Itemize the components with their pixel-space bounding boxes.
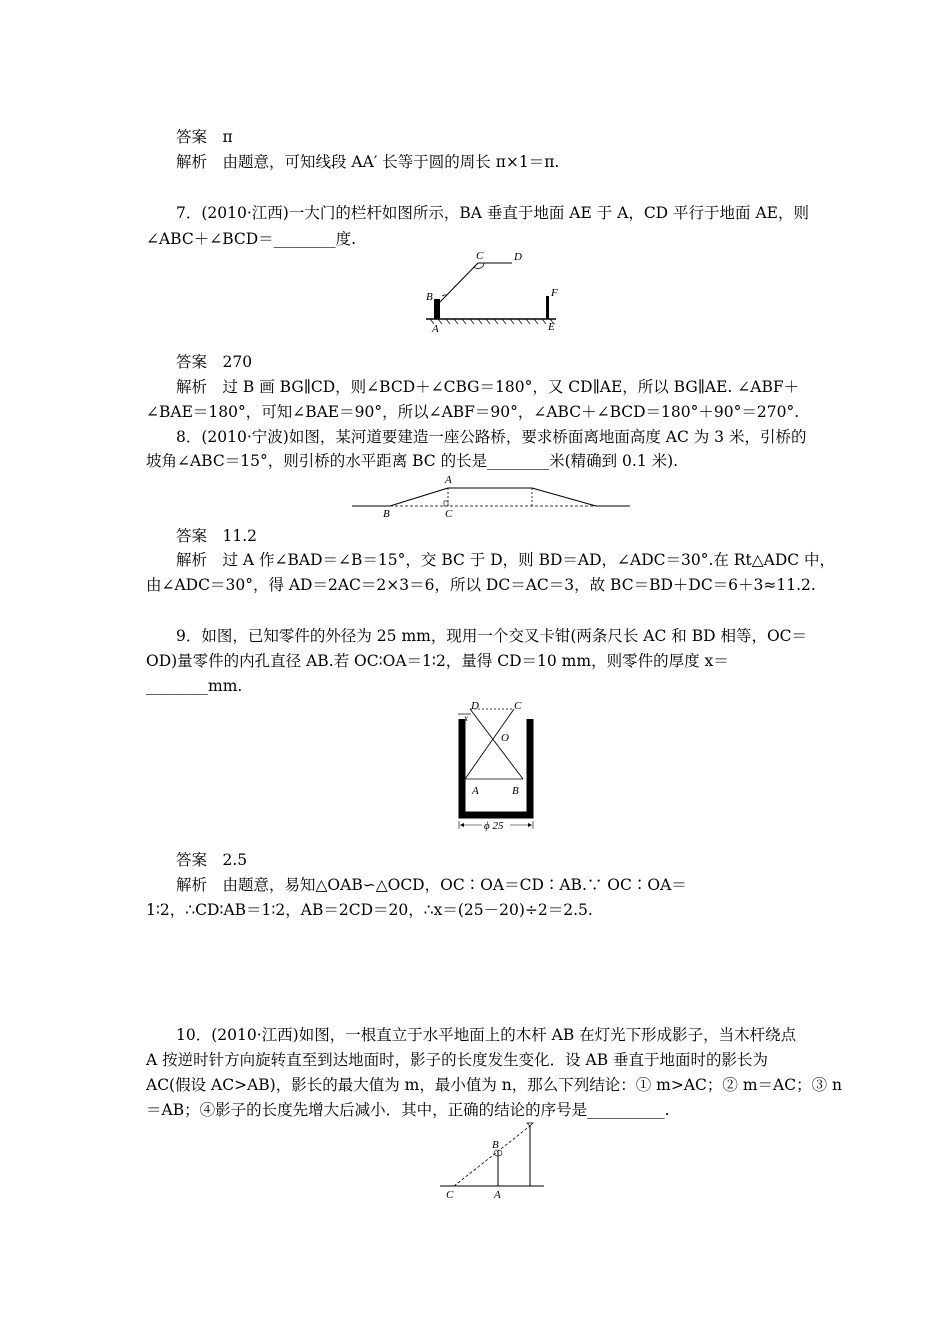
problem-9-stem-1: 9．如图，已知零件的外径为 25 mm，现用一个交叉卡钳(两条尺长 AC 和 BD 相等，OC＝ [176,627,808,645]
analysis-8-1: 解析 过 A 作∠BAD＝∠B＝15°，交 BC 于 D，则 BD＝AD，∠ADC＝30°.在 Rt△ADC 中， [176,551,836,569]
problem-10-stem-4: ＝AB；④影子的长度先增大后减小．其中，正确的结论的序号是__________. [146,1101,670,1119]
problem-9-stem-3: ________mm. [146,677,243,695]
shadow-figure [436,1118,548,1204]
label-B: B [492,1139,499,1151]
label-C: C [476,250,484,262]
label-B: B [383,508,390,520]
gate-railing-figure [420,246,560,336]
problem-10-stem-2: A 按逆时针方向旋转直至到达地面时，影子的长度发生变化．设 AB 垂直于地面时的影长为 [146,1051,769,1069]
problem-8-stem-1: 8．(2010·宁波)如图，某河道要建造一座公路桥，要求桥面离地面高度 AC 为 3 米，引桥的 [176,428,807,446]
answer-7: 答案 270 [176,353,253,371]
analysis-9-2: 1∶2，∴CD∶AB＝1∶2，AB＝2CD＝20，∴x＝(25－20)÷2＝2.5. [146,901,593,919]
answer-6: 答案 π [176,128,233,146]
analysis-7-2: ∠BAE＝180°，可知∠BAE＝90°，所以∠ABF＝90°，∠ABC＋∠BCD＝180°＋90°＝270°. [146,403,800,421]
answer-9: 答案 2.5 [176,851,248,869]
analysis-9-1: 解析 由题意，易知△OAB∽△OCD，OC∶OA＝CD∶AB.∵ OC∶OA＝ [176,876,687,894]
problem-7-stem-2: ∠ABC＋∠BCD＝________度. [146,230,357,248]
label-x: x [464,713,468,723]
label-F: F [551,287,558,299]
problem-8-stem-2: 坡角∠ABC＝15°，则引桥的水平距离 BC 的长是________米(精确到 0.1 米). [146,452,679,470]
label-O: O [501,732,509,744]
answer-8: 答案 11.2 [176,527,258,545]
calipers-figure [450,697,545,837]
label-C: C [446,1189,454,1201]
analysis-7-1: 解析 过 B 画 BG∥CD，则∠BCD＋∠CBG＝180°，又 CD∥AE，所以 BG∥AE. ∠ABF＋ [176,378,800,396]
label-A: A [472,785,479,797]
label-C: C [445,508,453,520]
label-diameter: ϕ 25 [484,820,504,832]
problem-9-stem-2: OD)量零件的内孔直径 AB.若 OC∶OA＝1∶2，量得 CD＝10 mm，则零件的厚度 x＝ [146,652,729,670]
label-C: C [514,700,522,712]
problem-10-stem-1: 10．(2010·江西)如图，一根直立于水平地面上的木杆 AB 在灯光下形成影子，当木杆绕点 [176,1026,797,1044]
label-A: A [445,474,452,486]
bridge-figure [350,472,635,520]
label-B: B [426,291,433,303]
label-D: D [514,251,522,263]
label-A: A [432,323,439,335]
label-E: E [548,321,555,333]
problem-7-stem-1: 7．(2010·江西)一大门的栏杆如图所示，BA 垂直于地面 AE 于 A，CD 平行于地面 AE，则 [176,204,809,222]
label-D: D [471,700,479,712]
analysis-6: 解析 由题意，可知线段 AA′ 长等于圆的周长 π×1＝π. [176,153,560,171]
label-A: A [494,1189,501,1201]
problem-10-stem-3: AC(假设 AC>AB)，影长的最大值为 m，最小值为 n，那么下列结论：① m>AC；② m＝AC；③ n [146,1076,842,1094]
analysis-8-2: 由∠ADC＝30°，得 AD＝2AC＝2×3＝6，所以 DC＝AC＝3，故 BC＝BD＋DC＝6＋3≈11.2. [146,576,816,594]
label-B: B [512,785,519,797]
